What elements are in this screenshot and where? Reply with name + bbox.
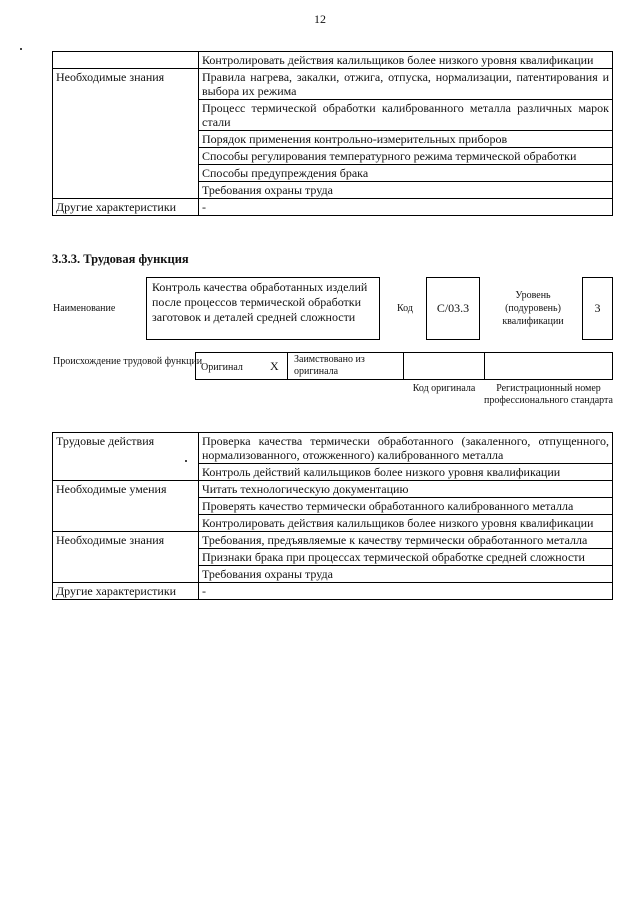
function-name-box: Контроль качества обработанных изделий после процессов термической обработки заготовок и деталей средней сложности	[146, 277, 380, 340]
table-cell-label: Трудовые действия	[53, 433, 199, 481]
name-label: Наименование	[53, 303, 116, 314]
table-row	[53, 433, 613, 464]
table-cell-text: Порядок применения контрольно-измерительных приборов	[199, 131, 613, 148]
table-cell-text: Способы предупреждения брака	[199, 165, 613, 182]
table-cell-text: Контролировать действия калильщиков более низкого уровня квалификации	[199, 515, 613, 532]
table-cell-label: Другие характеристики	[53, 199, 199, 216]
bottom-competency-table	[52, 432, 613, 600]
table-row	[53, 481, 613, 498]
table-cell-text: Требования охраны труда	[199, 182, 613, 199]
table-row	[53, 199, 613, 216]
function-code-box: C/03.3	[426, 277, 480, 340]
top-competency-table	[52, 51, 613, 216]
table-cell-text: Требования, предъявляемые к качеству термически обработанного металла	[199, 532, 613, 549]
table-cell-text: Читать технологическую документацию	[199, 481, 613, 498]
table-cell-label: Необходимые знания	[53, 69, 199, 199]
table-cell-text: Правила нагрева, закалки, отжига, отпуска, нормализации, патентирования и выбора их режима	[199, 69, 613, 100]
table-cell-label	[53, 52, 199, 69]
table-row	[53, 532, 613, 549]
code-label: Код	[397, 303, 413, 314]
origin-label: Происхождение трудовой функции	[53, 356, 203, 367]
table-cell-text: Проверка качества термически обработанного (закаленного, отпущенного, нормализованного, отожженного) калиброванного металла	[199, 433, 613, 464]
original-cell	[195, 352, 288, 380]
table-cell-text: Способы регулирования температурного режима термической обработки	[199, 148, 613, 165]
table-row	[53, 69, 613, 100]
original-code-caption: Код оригинала	[412, 383, 476, 394]
original-code-cell	[403, 352, 485, 380]
qualification-level-box: 3	[582, 277, 613, 340]
page-number: 12	[314, 12, 326, 26]
table-cell-text: Требования охраны труда	[199, 566, 613, 583]
table-cell-text: Контроль действий калильщиков более низкого уровня квалификации	[199, 464, 613, 481]
table-cell-label: Необходимые знания	[53, 532, 199, 583]
table-cell-text: -	[199, 199, 613, 216]
original-mark: X	[270, 359, 279, 373]
borrowed-cell: Заимствовано из оригинала	[287, 352, 404, 380]
table-cell-text: -	[199, 583, 613, 600]
qualification-level-label: Уровень (подуровень) квалификации	[502, 290, 564, 327]
table-cell-text: Признаки брака при процессах термической обработке средней сложности	[199, 549, 613, 566]
table-cell-text: Проверять качество термически обработанного калиброванного металла	[199, 498, 613, 515]
reg-number-caption: Регистрационный номер профессионального стандарта	[484, 383, 613, 406]
table-cell-label: Необходимые умения	[53, 481, 199, 532]
section-heading: 3.3.3. Трудовая функция	[52, 252, 189, 266]
scan-speck	[20, 48, 22, 50]
table-cell-text: Процесс термической обработки калиброванного металла различных марок стали	[199, 100, 613, 131]
reg-number-cell	[484, 352, 613, 380]
table-cell-text: Контролировать действия калильщиков более низкого уровня квалификации	[199, 52, 613, 69]
table-row	[53, 583, 613, 600]
table-cell-label: Другие характеристики	[53, 583, 199, 600]
table-row	[53, 52, 613, 69]
original-label: Оригинал	[201, 362, 243, 373]
